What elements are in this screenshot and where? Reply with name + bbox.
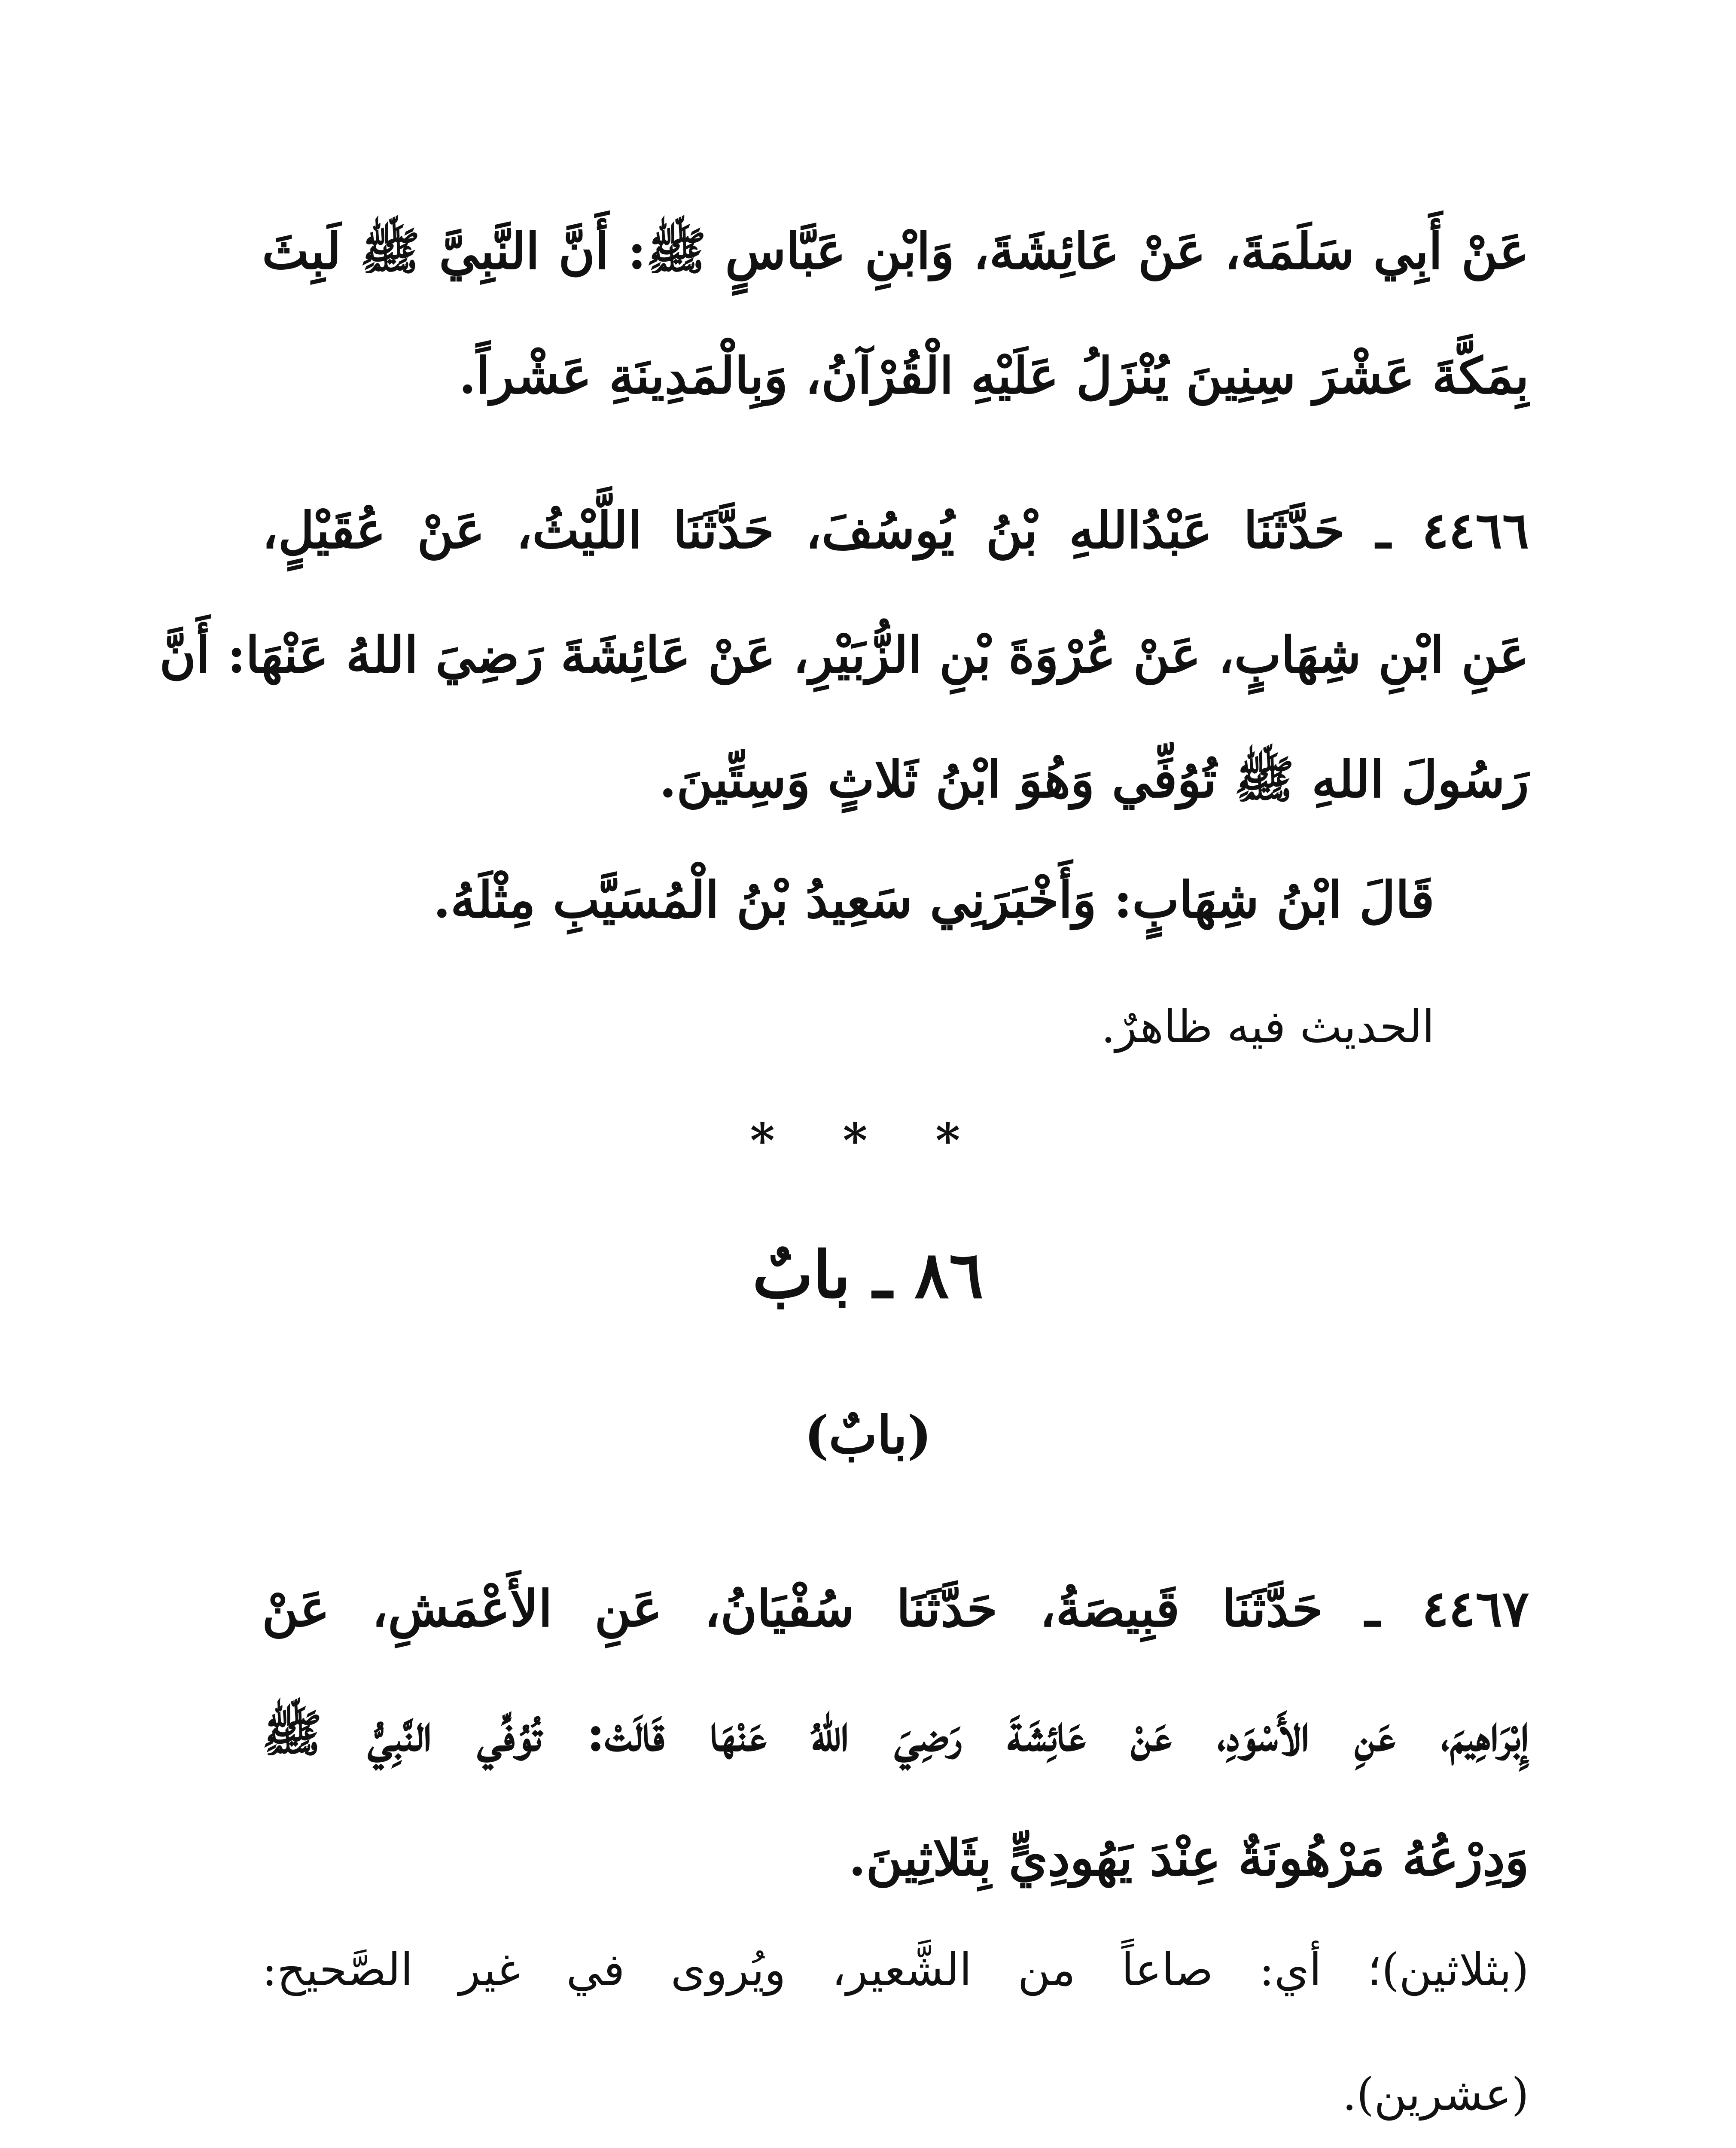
- text-line: رَسُولَ اللهِ ﷺ تُوُفِّي وَهُوَ ابْنُ ثَلاثٍ وَسِتِّينَ.: [659, 751, 1529, 809]
- text-line: قَالَ ابْنُ شِهَابٍ: وَأَخْبَرَنِي سَعِيدُ بْنُ الْمُسَيَّبِ مِثْلَهُ.: [433, 871, 1434, 929]
- hadith-4466-commentary: [262, 964, 1529, 1089]
- section-separator: * * *: [750, 1113, 986, 1168]
- text-line: وَدِرْعُهُ مَرْهُونَةٌ عِنْدَ يَهُودِيٍّ بِثَلاثِينَ.: [848, 1829, 1529, 1887]
- text-line: الحديث فيه ظاهرٌ.: [1101, 1001, 1434, 1053]
- hadith-4466-addendum: [262, 838, 1529, 962]
- text-line: عَنِ ابْنِ شِهَابٍ، عَنْ عُرْوَةَ بْنِ الزُّبَيْرِ، عَنْ عَائِشَةَ رَضِيَ اللهُ عَنْهَا: أَنَّ: [159, 626, 1529, 684]
- text-line: ٤٤٦٦ ـ حَدَّثَنَا عَبْدُاللهِ بْنُ يُوسُفَ، حَدَّثَنَا اللَّيْثُ، عَنْ عُقَيْلٍ،: [262, 501, 1529, 560]
- text-line: عَنْ أَبِي سَلَمَةَ، عَنْ عَائِشَةَ، وَابْنِ عَبَّاسٍ ﷺ: أَنَّ النَّبِيَّ ﷺ لَبِثَ: [262, 222, 1529, 281]
- chapter-title: ٨٦ ـ بابٌ: [752, 1237, 984, 1313]
- text-line: إِبْرَاهِيمَ، عَنِ الأَسْوَدِ، عَنْ عَائِشَةَ رَضِيَ اللهُ عَنْهَا قَالَتْ: تُوُفِّي النَّبِيُّ ﷺ: [262, 1704, 1529, 1763]
- hadith-4467-commentary: [262, 1907, 1529, 2148]
- text-line: بِمَكَّةَ عَشْرَ سِنِينَ يُنْزَلُ عَلَيْهِ الْقُرْآنُ، وَبِالْمَدِينَةِ عَشْراً.: [459, 347, 1529, 405]
- chapter-subtitle: (بابٌ): [804, 1405, 932, 1465]
- hadith-4467: [262, 1547, 1529, 1920]
- text-line: (بثلاثين)؛ أي: صاعاً من الشَّعير، ويُروى في غير الصَّحيح:: [262, 1944, 1529, 1996]
- hadith-continuation: [262, 189, 1529, 438]
- text-line: ٤٤٦٧ ـ حَدَّثَنَا قَبِيصَةُ، حَدَّثَنَا سُفْيَانُ، عَنِ الأَعْمَشِ، عَنْ: [262, 1580, 1529, 1638]
- text-line: (عشرين).: [1342, 2068, 1529, 2121]
- hadith-4466: [159, 468, 1529, 842]
